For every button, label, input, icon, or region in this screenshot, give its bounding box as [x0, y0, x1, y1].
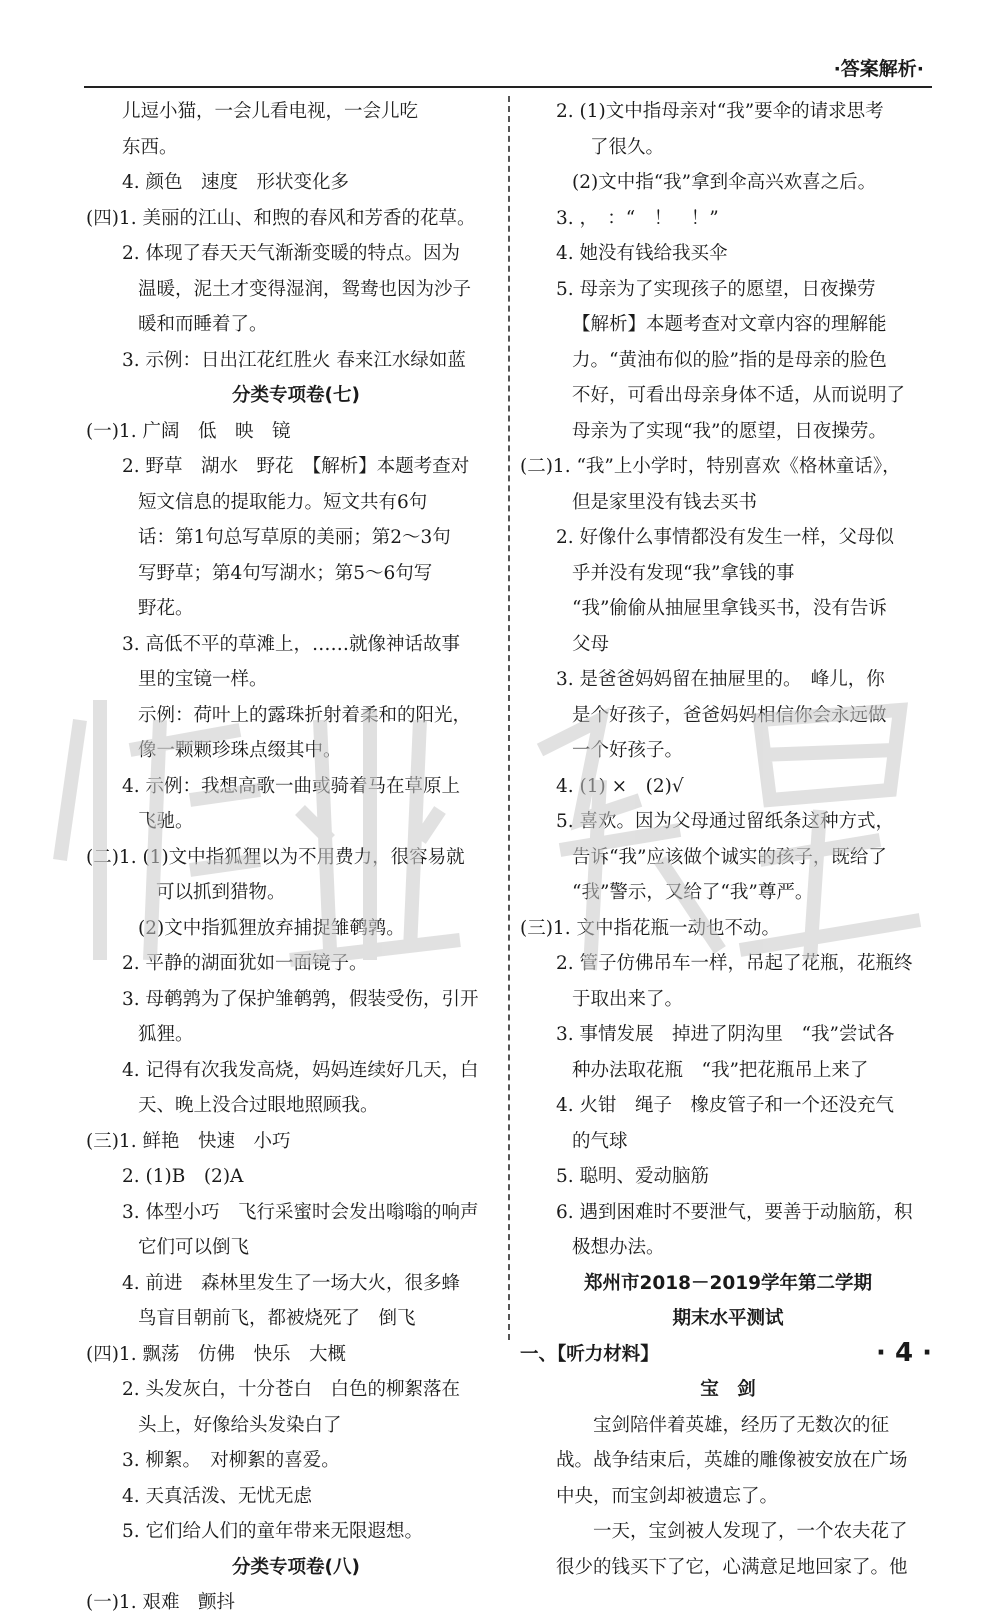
left-section-heading: 分类专项卷(七): [232, 385, 360, 406]
left-text-line: 东西。: [122, 136, 178, 158]
right-text-line: 战。战争结束后，英雄的雕像被安放在广场: [556, 1450, 908, 1471]
right-text-line: 2. 管子仿佛吊车一样，吊起了花瓶，花瓶终: [556, 953, 913, 974]
left-text-line: (一)1. 艰难 颤抖: [86, 1592, 235, 1613]
left-answer-column: [86, 94, 506, 1621]
right-text-line: 不好，可看出母亲身体不适，从而说明了: [572, 385, 906, 406]
left-text-line: 天、晚上没合过眼地照顾我。: [138, 1095, 379, 1116]
right-text-line: 宝剑陪伴着英雄，经历了无数次的征: [593, 1414, 890, 1436]
header-title: ·答案解析·: [833, 58, 924, 80]
right-text-line: 父母: [572, 633, 610, 655]
right-text-line: 5. 聪明、爱动脑筋: [556, 1166, 710, 1187]
left-text-line: 4. 前进 森林里发生了一场大火，很多蜂: [122, 1272, 461, 1294]
left-text-line: 3. 柳絮。 对柳絮的喜爱。: [122, 1450, 340, 1471]
right-text-line: 4. (1) × (2)√: [556, 775, 684, 797]
left-text-line: 暖和而睡着了。: [138, 314, 268, 335]
right-text-line: 种办法取花瓶 “我”把花瓶吊上来了: [572, 1059, 869, 1081]
left-text-line: 儿逗小猫，一会儿看电视，一会儿吃: [122, 101, 419, 122]
left-text-line: 5. 它们给人们的童年带来无限遐想。: [122, 1521, 424, 1542]
left-text-line: 像一颗颗珍珠点缀其中。: [138, 740, 342, 761]
left-text-line: 4. 示例：我想高歌一曲或骑着马在草原上: [122, 775, 461, 797]
right-text-line: 【解析】本题考查对文章内容的理解能: [572, 314, 887, 335]
right-text-line: 5. 母亲为了实现孩子的愿望，日夜操劳: [556, 278, 876, 300]
right-text-line: 一个好孩子。: [572, 740, 684, 761]
left-text-line: 话：第1句总写草原的美丽；第2～3句: [138, 527, 451, 548]
left-text-line: 3. 示例：日出江花红胜火 春来江水绿如蓝: [122, 349, 466, 371]
left-text-line: 可以抓到猎物。: [156, 882, 286, 903]
left-text-line: 4. 天真活泼、无忧无虑: [122, 1485, 313, 1507]
left-text-line: 鸟盲目朝前飞，都被烧死了 倒飞: [138, 1308, 416, 1329]
left-text-line: (2)文中指狐狸放弃捕捉雏鹌鹑。: [138, 917, 405, 939]
right-text-line: 6. 遇到困难时不要泄气，要善于动脑筋，积: [556, 1201, 913, 1223]
right-section-heading: 期末水平测试: [672, 1308, 784, 1329]
left-text-line: (四)1. 飘荡 仿佛 快乐 大概: [86, 1343, 346, 1365]
right-text-line: 乎并没有发现“我”拿钱的事: [572, 562, 795, 584]
left-text-line: 野花。: [138, 598, 194, 619]
right-text-line: 是个好孩子，爸爸妈妈相信你会永远做: [572, 704, 887, 726]
right-text-line: 告诉“我”应该做个诚实的孩子，既给了: [572, 846, 887, 868]
left-text-line: 里的宝镜一样。: [138, 669, 268, 690]
left-text-line: 2. 野草 湖水 野花 【解析】本题考查对: [122, 456, 470, 477]
left-text-line: 2. 体现了春天天气渐渐变暖的特点。因为: [122, 243, 461, 264]
right-text-line: 于取出来了。: [572, 988, 684, 1010]
left-text-line: (三)1. 鲜艳 快速 小巧: [86, 1130, 291, 1152]
right-text-line: 5. 喜欢。因为父母通过留纸条这种方式，: [556, 811, 895, 832]
left-text-line: 头上，好像给头发染白了: [138, 1414, 342, 1436]
right-text-line: “我”警示，又给了“我”尊严。: [572, 882, 814, 903]
right-text-line: 4. 火钳 绳子 橡皮管子和一个还没充气: [556, 1095, 895, 1116]
right-text-line: 3. 是爸爸妈妈留在抽屉里的。 峰儿，你: [556, 669, 885, 690]
left-text-line: 温暖，泥土才变得湿润，鸳鸯也因为沙子: [138, 278, 472, 300]
left-text-line: 飞驰。: [138, 811, 194, 832]
right-text-line: 2. 好像什么事情都没有发生一样，父母似: [556, 527, 895, 548]
left-text-line: 示例：荷叶上的露珠折射着柔和的阳光，: [138, 704, 472, 726]
left-text-line: 4. 颜色 速度 形状变化多: [122, 172, 350, 193]
column-divider: [508, 96, 510, 1340]
left-text-line: 3. 体型小巧 飞行采蜜时会发出嗡嗡的响声: [122, 1201, 479, 1223]
left-text-line: 2. 头发灰白，十分苍白 白色的柳絮落在: [122, 1379, 461, 1400]
left-text-line: 写野草；第4句写湖水；第5～6句写: [138, 562, 433, 584]
right-text-line: 一天，宝剑被人发现了，一个农夫花了: [593, 1521, 908, 1542]
right-text-line: (2)文中指“我”拿到伞高兴欢喜之后。: [572, 172, 877, 193]
right-answer-column: [520, 94, 936, 1585]
right-text-line: 但是家里没有钱去买书: [572, 491, 758, 513]
left-text-line: 3. 高低不平的草滩上，……就像神话故事: [122, 633, 461, 655]
right-text-line: 4. 她没有钱给我买伞: [556, 243, 728, 264]
right-text-line: (三)1. 文中指花瓶一动也不动。: [520, 917, 780, 939]
left-section-heading: 分类专项卷(八): [232, 1556, 360, 1578]
right-text-line: 中央，而宝剑却被遗忘了。: [556, 1485, 779, 1507]
left-text-line: (二)1. (1)文中指狐狸以为不用费力，很容易就: [86, 846, 465, 868]
page-number: · 4 ·: [876, 1338, 932, 1368]
left-text-line: (一)1. 广阔 低 映 镜: [86, 420, 291, 442]
left-text-line: 4. 记得有次我发高烧，妈妈连续好几天，白: [122, 1059, 479, 1081]
right-text-line: 的气球: [572, 1130, 628, 1152]
right-text-line: 很少的钱买下了它，心满意足地回家了。他: [556, 1556, 908, 1578]
right-text-line: 力。“黄油布似的脸”指的是母亲的脸色: [572, 349, 887, 371]
right-text-line: 一、【听力材料】: [520, 1343, 659, 1365]
left-text-line: 它们可以倒飞: [138, 1237, 250, 1258]
left-text-line: 2. (1)B (2)A: [122, 1166, 244, 1187]
left-text-line: 狐狸。: [138, 1024, 194, 1045]
right-section-heading: 宝 剑: [700, 1379, 756, 1400]
right-text-line: “我”偷偷从抽屉里拿钱买书，没有告诉: [572, 598, 887, 619]
right-section-heading: 郑州市2018－2019学年第二学期: [584, 1272, 872, 1294]
left-text-line: (四)1. 美丽的江山、和煦的春风和芳香的花草。: [86, 207, 476, 229]
right-text-line: 2. (1)文中指母亲对“我”要伞的请求思考: [556, 101, 884, 122]
right-text-line: (二)1. “我”上小学时，特别喜欢《格林童话》，: [520, 456, 901, 477]
left-text-line: 3. 母鹌鹑为了保护雏鹌鹑，假装受伤，引开: [122, 988, 479, 1010]
right-text-line: 了很久。: [590, 136, 665, 158]
left-text-line: 2. 平静的湖面犹如一面镜子。: [122, 953, 368, 974]
right-text-line: 极想办法。: [572, 1237, 665, 1258]
left-text-line: 短文信息的提取能力。短文共有6句: [138, 491, 428, 513]
right-text-line: 3. 事情发展 掉进了阴沟里 “我”尝试各: [556, 1024, 895, 1045]
header-rule: [84, 86, 932, 88]
right-text-line: 3. ， ：“ ！ ！”: [556, 207, 719, 229]
right-text-line: 母亲为了实现“我”的愿望，日夜操劳。: [572, 420, 887, 442]
